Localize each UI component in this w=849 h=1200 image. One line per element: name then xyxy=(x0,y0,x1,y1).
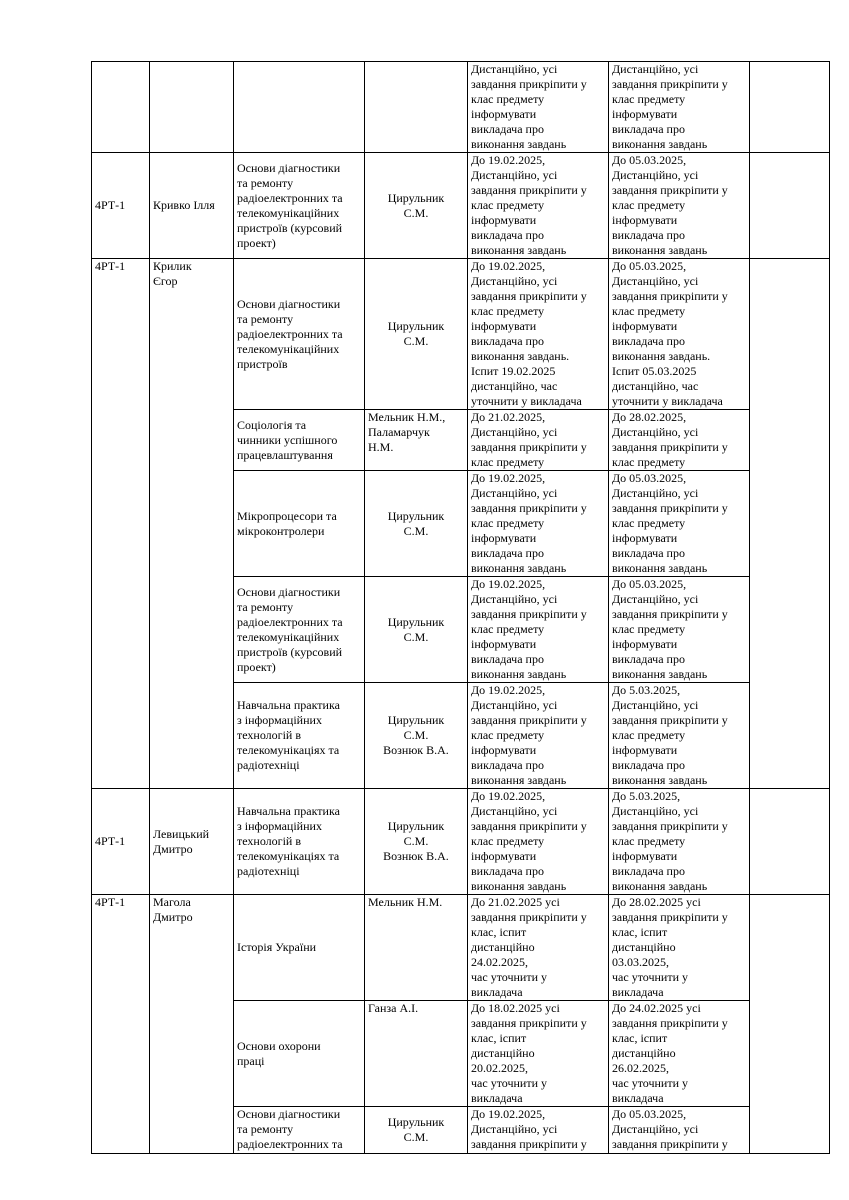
teacher-cell: Цирульник С.М. xyxy=(365,1107,468,1154)
group-cell xyxy=(92,62,150,153)
deadline-cell: До 24.02.2025 усі завдання прикріпити у клас, іспит дистанційно 26.02.2025, час уточнити у викладача xyxy=(609,1001,750,1107)
deadline-cell: До 28.02.2025, Дистанційно, усі завдання прикріпити у клас предмету xyxy=(609,410,750,471)
subject-cell: Основи діагностики та ремонту радіоелектронних та xyxy=(234,1107,365,1154)
student-name-cell: Магола Дмитро xyxy=(150,895,234,1154)
deadline-cell: До 21.02.2025, Дистанційно, усі завдання прикріпити у клас предмету xyxy=(468,410,609,471)
subject-cell: Соціологія та чинники успішного працевлаштування xyxy=(234,410,365,471)
deadline-cell: До 19.02.2025, Дистанційно, усі завдання прикріпити у xyxy=(468,1107,609,1154)
subject-cell: Історія України xyxy=(234,895,365,1001)
table-row xyxy=(92,259,830,410)
deadline-cell: До 21.02.2025 усі завдання прикріпити у клас, іспит дистанційно 24.02.2025, час уточнити у викладача xyxy=(468,895,609,1001)
student-name-cell: Крилик Єгор xyxy=(150,259,234,789)
deadline-cell: До 19.02.2025, Дистанційно, усі завдання прикріпити у клас предмету інформувати викладача про виконання завдань. Іспит 19.02.2025 дистанційно, час уточнити у викладача xyxy=(468,259,609,410)
table-row xyxy=(92,62,830,153)
deadline-cell: До 5.03.2025, Дистанційно, усі завдання прикріпити у клас предмету інформувати викладача про виконання завдань xyxy=(609,789,750,895)
schedule-table xyxy=(91,61,830,1154)
subject-cell: Основи діагностики та ремонту радіоелектронних та телекомунікаційних пристроїв (курсовий проект) xyxy=(234,577,365,683)
notes-cell xyxy=(750,153,830,259)
deadline-cell: До 05.03.2025, Дистанційно, усі завдання прикріпити у клас предмету інформувати викладача про виконання завдань xyxy=(609,577,750,683)
deadline-cell: Дистанційно, усі завдання прикріпити у клас предмету інформувати викладача про виконання завдань xyxy=(468,62,609,153)
teacher-cell: Цирульник С.М. xyxy=(365,577,468,683)
teacher-cell: Мельник Н.М., Паламарчук Н.М. xyxy=(365,410,468,471)
group-cell: 4РТ-1 xyxy=(92,153,150,259)
deadline-cell: До 19.02.2025, Дистанційно, усі завдання прикріпити у клас предмету інформувати викладача про виконання завдань xyxy=(468,577,609,683)
student-name-cell: Кривко Ілля xyxy=(150,153,234,259)
student-name-cell: Левицький Дмитро xyxy=(150,789,234,895)
notes-cell xyxy=(750,259,830,789)
deadline-cell: До 05.03.2025, Дистанційно, усі завдання прикріпити у xyxy=(609,1107,750,1154)
group-cell: 4РТ-1 xyxy=(92,259,150,789)
group-cell: 4РТ-1 xyxy=(92,789,150,895)
teacher-cell: Мельник Н.М. xyxy=(365,895,468,1001)
subject-cell: Мікропроцесори та мікроконтролери xyxy=(234,471,365,577)
deadline-cell: До 19.02.2025, Дистанційно, усі завдання прикріпити у клас предмету інформувати викладача про виконання завдань xyxy=(468,471,609,577)
teacher-cell: Цирульник С.М. xyxy=(365,259,468,410)
subject-cell: Навчальна практика з інформаційних технологій в телекомунікаціях та радіотехніці xyxy=(234,789,365,895)
teacher-cell: Цирульник С.М. Вознюк В.А. xyxy=(365,789,468,895)
deadline-cell: До 19.02.2025, Дистанційно, усі завдання прикріпити у клас предмету інформувати викладача про виконання завдань xyxy=(468,153,609,259)
table-row xyxy=(92,895,830,1001)
deadline-cell: До 19.02.2025, Дистанційно, усі завдання прикріпити у клас предмету інформувати викладача про виконання завдань xyxy=(468,789,609,895)
teacher-cell: Цирульник С.М. xyxy=(365,471,468,577)
subject-cell: Основи діагностики та ремонту радіоелектронних та телекомунікаційних пристроїв xyxy=(234,259,365,410)
deadline-cell: До 05.03.2025, Дистанційно, усі завдання прикріпити у клас предмету інформувати викладача про виконання завдань xyxy=(609,153,750,259)
deadline-cell: До 5.03.2025, Дистанційно, усі завдання прикріпити у клас предмету інформувати викладача про виконання завдань xyxy=(609,683,750,789)
notes-cell xyxy=(750,895,830,1154)
teacher-cell: Цирульник С.М. xyxy=(365,153,468,259)
subject-cell xyxy=(234,62,365,153)
deadline-cell: До 05.03.2025, Дистанційно, усі завдання прикріпити у клас предмету інформувати викладача про виконання завдань. Іспит 05.03.2025 дистанційно, час уточнити у викладача xyxy=(609,259,750,410)
teacher-cell xyxy=(365,62,468,153)
table-row xyxy=(92,789,830,895)
deadline-cell: До 18.02.2025 усі завдання прикріпити у клас, іспит дистанційно 20.02.2025, час уточнити у викладача xyxy=(468,1001,609,1107)
student-name-cell xyxy=(150,62,234,153)
teacher-cell: Ганза А.І. xyxy=(365,1001,468,1107)
teacher-cell: Цирульник С.М. Вознюк В.А. xyxy=(365,683,468,789)
subject-cell: Основи діагностики та ремонту радіоелектронних та телекомунікаційних пристроїв (курсовий проект) xyxy=(234,153,365,259)
table-row xyxy=(92,153,830,259)
group-cell: 4РТ-1 xyxy=(92,895,150,1154)
deadline-cell: До 05.03.2025, Дистанційно, усі завдання прикріпити у клас предмету інформувати викладача про виконання завдань xyxy=(609,471,750,577)
deadline-cell: Дистанційно, усі завдання прикріпити у клас предмету інформувати викладача про виконання завдань xyxy=(609,62,750,153)
notes-cell xyxy=(750,62,830,153)
subject-cell: Навчальна практика з інформаційних технологій в телекомунікаціях та радіотехніці xyxy=(234,683,365,789)
deadline-cell: До 28.02.2025 усі завдання прикріпити у клас, іспит дистанційно 03.03.2025, час уточнити у викладача xyxy=(609,895,750,1001)
subject-cell: Основи охорони праці xyxy=(234,1001,365,1107)
deadline-cell: До 19.02.2025, Дистанційно, усі завдання прикріпити у клас предмету інформувати викладача про виконання завдань xyxy=(468,683,609,789)
notes-cell xyxy=(750,789,830,895)
